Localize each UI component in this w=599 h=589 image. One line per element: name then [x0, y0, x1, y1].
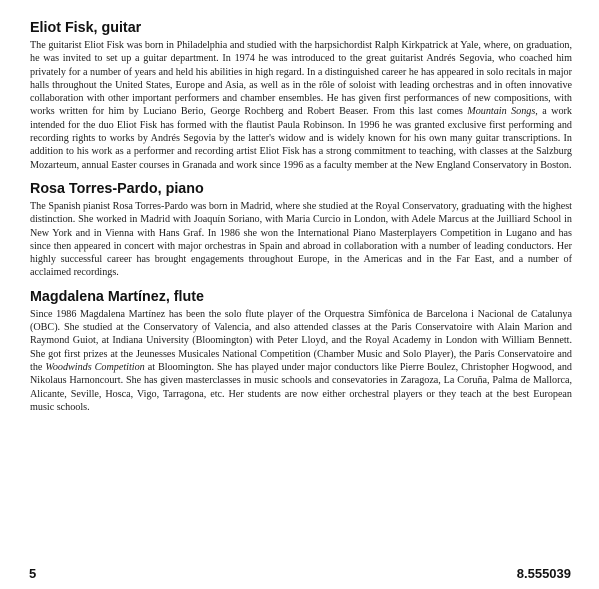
bio-paragraph [30, 200, 572, 280]
bio-section [27, 20, 572, 172]
bio-section [27, 181, 572, 280]
bio-paragraph [30, 39, 572, 172]
text-run: , a work intended for the duo Eliot Fisk has formed with the flautist Paula Robinson. In 1996 he was granted exclusive first performing and recording rights to works by Andrés Segovia by the latter's widow and is widely known for his own many guitar transcriptions. In addition to his work as a performer and recording artist Eliot Fisk has a strong commitment to teaching, with classes at the Salzburg Mozarteum, annual Easter courses in Granada and work since 1996 as a faculty member at the New England Conservatory in Boston. [30, 106, 572, 171]
text-run: The Spanish pianist Rosa Torres-Pardo was born in Madrid, where she studied at the Royal Conservatory, graduating with the highest distinction. She worked in Madrid with Joaquín Soriano, with Maria Curcio in London, with Adele Marcus at the Juilliard School in New York and in Vienna with Hans Graf. In 1986 she won the International Piano Masterplayers Competition in Lugano and has since then appeared in concert with major orchestras in Spain and abroad in collaboration with a number of leading conductors. Her highly successful career has brought engagements throughout Europe, in the Americas and in the Far East, and a number of acclaimed recordings. [30, 200, 572, 279]
biographies [27, 20, 572, 414]
catalogue-number: 8.555039 [516, 566, 571, 581]
bio-paragraph [30, 308, 572, 414]
text-run: Since 1986 Magdalena Martínez has been the solo flute player of the Orquestra Simfònica de Barcelona i Nacional de Catalunya (OBC). She studied at the Conservatory of Valencia, and also attended classes at the Paris Conservatoire with Alain Marion and Raymond Guiot, at Indiana University (Bloomington) with Peter Lloyd, and the Royal Academy in London with William Bennett. She got first prizes at the Jeunesses Musicales National Competition (Chamber Music and Solo Player), the Paris Conservatoire and the [30, 308, 572, 373]
italic-title: Woodwinds Competition [45, 361, 145, 373]
page-number: 5 [29, 566, 37, 581]
italic-title: Mountain Songs [467, 106, 536, 118]
bio-heading: Magdalena Martínez, flute [30, 288, 204, 305]
bio-heading: Rosa Torres-Pardo, piano [30, 180, 204, 197]
text-run: at Bloomington. She has played under major conductors like Pierre Boulez, Christopher Hogwood, and Nikolaus Harnoncourt. She has given masterclasses in music schools and consevatories in Zaragoza, La Coruña, Palma de Mallorca, Alicante, Seville, Hosca, Vigo, Tarragona, etc. Her students are now either orchestral players or they teach at the best European music schools. [30, 361, 572, 413]
bio-heading: Eliot Fisk, guitar [30, 20, 142, 36]
text-run: The guitarist Eliot Fisk was born in Philadelphia and studied with the harpsichordist Ralph Kirkpatrick at Yale, where, on graduation, he was invited to set up a guitar department. In 1974 he was introduced to the great guitarist Andrés Segovia, who coached him privately for a number of years and held his abilities in high regard. In a distinguished career he has appeared in solo recitals in major halls throughout the United States, Europe and Asia, as well as in the rôle of soloist with leading orchestras and in often innovative collaboration with other important performers and chamber ensembles. He has given first performances of new compositions, with works written for him by Luciano Berio, George Rochberg and Robert Beaser. From this last comes [30, 40, 572, 118]
bio-section [27, 289, 572, 414]
